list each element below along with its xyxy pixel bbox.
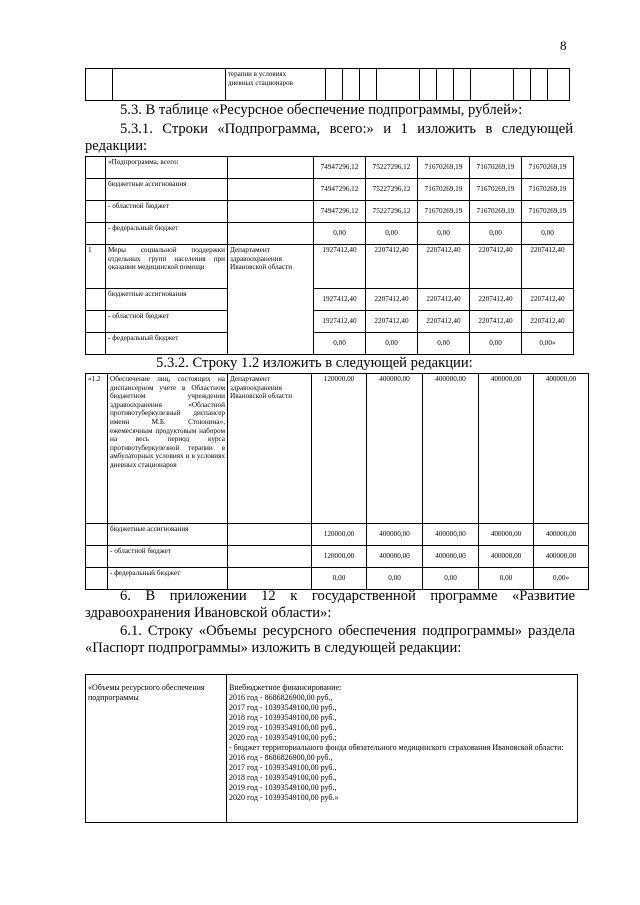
row-value-cell: 71670269,19 xyxy=(470,179,522,201)
row-value-cell: 1927412,40 xyxy=(314,311,366,333)
row-value-cell: 400000,00 xyxy=(534,524,589,546)
table1-row xyxy=(86,289,574,311)
row-name-cell: - областной бюджет xyxy=(106,201,228,223)
row-value-cell: 2207412,40 xyxy=(418,311,470,333)
row-value-cell: 0,00» xyxy=(534,568,589,590)
funding-line: 2019 год - 10393549100,00 руб., xyxy=(229,723,337,732)
row-executor-cell: Департамент здравоохранения Ивановской области xyxy=(228,245,314,289)
page-number: 8 xyxy=(560,38,567,53)
table3-right-cell xyxy=(227,675,578,823)
resource-table-1 xyxy=(85,156,574,355)
row-value-cell: 400000,00 xyxy=(479,374,534,524)
row-value-cell: 2207412,40 xyxy=(522,311,574,333)
row-value-cell: 2207412,40 xyxy=(470,245,522,289)
resource-table-3 xyxy=(85,674,578,823)
funding-line: 2016 год - 8686826900,00 руб., xyxy=(229,753,333,762)
row-name-cell: бюджетные ассигнования xyxy=(106,289,228,311)
funding-line: 2020 год - 10393549100,00 руб.; xyxy=(229,733,337,742)
row-value-cell: 400000,00 xyxy=(479,546,534,568)
table2-row xyxy=(86,374,589,524)
row-name-cell: Меры социальной поддержки отдельных групп населения при оказании медицинской помощи xyxy=(106,245,228,289)
row-value-cell: 0,00 xyxy=(366,223,418,245)
row-value-cell: 120000,00 xyxy=(312,524,367,546)
table1-row xyxy=(86,157,574,179)
row-value-cell: 74947296,12 xyxy=(314,201,366,223)
row-value-cell: 400000,00 xyxy=(367,374,423,524)
row-executor-cell xyxy=(228,311,314,333)
row-value-cell: 75227296,12 xyxy=(366,157,418,179)
funding-line: 2018 год - 10393549100,00 руб., xyxy=(229,773,337,782)
row-number-cell xyxy=(86,157,106,179)
row-value-cell: 0,00 xyxy=(418,333,470,355)
row-number-cell: «1.2 xyxy=(86,374,108,524)
row-number-cell: 1 xyxy=(86,245,106,289)
funding-line: 2016 год - 8686826900,00 руб., xyxy=(229,693,333,702)
row-value-cell: 74947296,12 xyxy=(314,179,366,201)
row-number-cell xyxy=(86,333,106,355)
table2-row xyxy=(86,568,589,590)
row-value-cell: 400000,00 xyxy=(534,374,589,524)
row-value-cell: 0,00 xyxy=(314,333,366,355)
table1-row xyxy=(86,311,574,333)
row-value-cell: 0,00 xyxy=(479,568,534,590)
row-executor-cell xyxy=(228,568,312,590)
row-executor-cell xyxy=(228,546,312,568)
row-value-cell: 0,00 xyxy=(418,223,470,245)
resource-table-2 xyxy=(85,373,589,590)
row-executor-cell xyxy=(228,333,314,355)
table1-row xyxy=(86,201,574,223)
funding-line: - бюджет территориального фонда обязательного медицинского страхования Ивановской области: xyxy=(229,743,564,752)
row-name-cell: - федеральный бюджет xyxy=(106,333,228,355)
row-value-cell: 71670269,19 xyxy=(418,201,470,223)
row-value-cell: 71670269,19 xyxy=(418,179,470,201)
table1-row xyxy=(86,223,574,245)
row-value-cell: 0,00 xyxy=(314,223,366,245)
row-value-cell: 120000,00 xyxy=(312,374,367,524)
row-value-cell: 120000,00 xyxy=(312,546,367,568)
row-number-cell xyxy=(86,179,106,201)
row-value-cell: 0,00 xyxy=(312,568,367,590)
row-number-cell xyxy=(86,223,106,245)
row-name-cell: бюджетные ассигнования xyxy=(108,524,228,546)
row-value-cell: 400000,00 xyxy=(423,546,479,568)
row-name-cell: бюджетные ассигнования xyxy=(106,179,228,201)
row-value-cell: 0,00 xyxy=(470,223,522,245)
row-value-cell: 2207412,40 xyxy=(366,289,418,311)
row-name-cell: - областной бюджет xyxy=(106,311,228,333)
row-name-cell: - федеральный бюджет xyxy=(106,223,228,245)
row-value-cell: 400000,00 xyxy=(479,524,534,546)
row-number-cell xyxy=(86,546,108,568)
row-value-cell: 400000,00 xyxy=(367,546,423,568)
row-value-cell: 2207412,40 xyxy=(522,289,574,311)
para-5-3-2: 5.3.2. Строку 1.2 изложить в следующей редакции: xyxy=(156,355,473,371)
para-5-3-1: 5.3.1. Строки «Подпрограмма, всего:» и 1 изложить в следующей редакции: xyxy=(85,121,573,154)
row-number-cell xyxy=(86,524,108,546)
table3-left-cell: «Объемы ресурсного обеспечения подпрограммы xyxy=(86,675,227,823)
row-value-cell: 400000,00 xyxy=(534,546,589,568)
row-value-cell: 71670269,19 xyxy=(522,157,574,179)
row-value-cell: 75227296,12 xyxy=(366,201,418,223)
row-value-cell: 0,00 xyxy=(366,333,418,355)
row-number-cell xyxy=(86,201,106,223)
top-fragment-cell: терапии в условиях дневных стационаров xyxy=(226,69,326,101)
table1-row xyxy=(86,245,574,289)
row-value-cell: 2207412,40 xyxy=(470,289,522,311)
row-executor-cell: Департамент здравоохранения Ивановской области xyxy=(228,374,312,524)
row-value-cell: 400000,00 xyxy=(423,524,479,546)
top-fragment-table xyxy=(85,68,570,101)
row-value-cell: 2207412,40 xyxy=(366,311,418,333)
row-value-cell: 0,00» xyxy=(522,333,574,355)
row-value-cell: 74947296,12 xyxy=(314,157,366,179)
row-value-cell: 1927412,40 xyxy=(314,245,366,289)
row-value-cell: 2207412,40 xyxy=(418,245,470,289)
row-value-cell: 2207412,40 xyxy=(522,245,574,289)
row-value-cell: 2207412,40 xyxy=(470,311,522,333)
table1-row xyxy=(86,333,574,355)
table1-row xyxy=(86,179,574,201)
funding-line: 2018 год - 10393549100,00 руб., xyxy=(229,713,337,722)
row-name-cell: - областной бюджет xyxy=(108,546,228,568)
row-executor-cell xyxy=(228,289,314,311)
heading-5-3: 5.3. В таблице «Ресурсное обеспечение подпрограммы, рублей»: xyxy=(120,102,523,118)
row-value-cell: 0,00 xyxy=(367,568,423,590)
row-executor-cell xyxy=(228,223,314,245)
row-value-cell: 75227296,12 xyxy=(366,179,418,201)
funding-line: Внебюджетное финансирование: xyxy=(229,683,342,692)
row-value-cell: 71670269,19 xyxy=(470,201,522,223)
funding-line: 2017 год - 10393549100,00 руб., xyxy=(229,703,337,712)
row-number-cell xyxy=(86,289,106,311)
row-value-cell: 0,00 xyxy=(423,568,479,590)
row-executor-cell xyxy=(228,201,314,223)
row-value-cell: 71670269,19 xyxy=(418,157,470,179)
para-6-1: 6.1. Строку «Объемы ресурсного обеспечения подпрограммы» раздела «Паспорт подпрограммы» изложить в следующей редакции: xyxy=(85,623,575,656)
row-value-cell: 71670269,19 xyxy=(522,201,574,223)
row-value-cell: 1927412,40 xyxy=(314,289,366,311)
funding-line: 2017 год - 10393549100,00 руб., xyxy=(229,763,337,772)
row-name-cell: «Подпрограмма, всего: xyxy=(106,157,228,179)
row-value-cell: 71670269,19 xyxy=(522,179,574,201)
row-value-cell: 71670269,19 xyxy=(470,157,522,179)
row-executor-cell xyxy=(228,157,314,179)
table2-row xyxy=(86,524,589,546)
row-value-cell: 400000,00 xyxy=(423,374,479,524)
table2-row xyxy=(86,546,589,568)
para-6: 6. В приложении 12 к государственной программе «Развитие здравоохранения Ивановской области»: xyxy=(85,588,575,621)
row-name-cell: Обеспечение лиц, состоящих на диспансерном учете в Областном бюджетном учреждении здравоохранения «Областной противотуберкулезный диспансер имени М.Б. Стоюнина», ежемесячным продуктовым набором на весь период курса противотуберкулезной терапии в амбулаторных условиях и в условиях дневных стационаров xyxy=(108,374,228,524)
row-value-cell: 0,00 xyxy=(522,223,574,245)
row-value-cell: 400000,00 xyxy=(367,524,423,546)
row-value-cell: 0,00 xyxy=(470,333,522,355)
row-number-cell xyxy=(86,568,108,590)
row-value-cell: 2207412,40 xyxy=(418,289,470,311)
row-executor-cell xyxy=(228,179,314,201)
funding-line: 2019 год - 10393549100,00 руб., xyxy=(229,783,337,792)
row-number-cell xyxy=(86,311,106,333)
funding-line: 2020 год - 10393549100,00 руб.» xyxy=(229,793,339,802)
row-name-cell: - федеральный бюджет xyxy=(108,568,228,590)
row-value-cell: 2207412,40 xyxy=(366,245,418,289)
row-executor-cell xyxy=(228,524,312,546)
